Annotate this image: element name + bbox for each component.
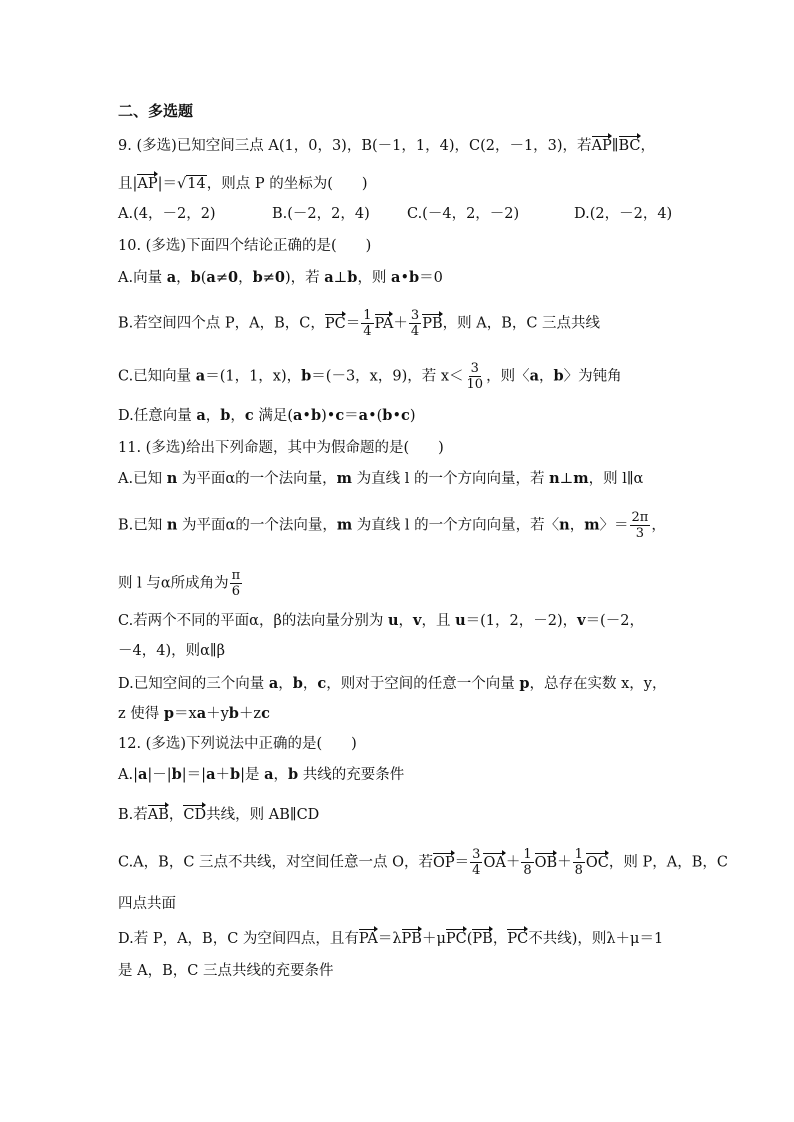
q11-option-d: D.已知空间的三个向量 a，b，c，则对于空间的任意一个向量 p，总存在实数 x，y， (118, 675, 667, 692)
q9-option-a: A.(4，－2，2) (118, 206, 216, 222)
fraction: $\frac{1}{4}$ (363, 308, 372, 339)
q11-option-b: B.已知 n 为平面α的一个法向量，m 为直线 l 的一个方向向量，若〈n，m〉＝ $\frac{2\pi}{3}$ ， (118, 510, 666, 541)
q10-stem: 10. (多选)下面四个结论正确的是( ) (118, 238, 372, 254)
q9-options (118, 204, 718, 224)
q9-option-b: B.(－2，2，4) (272, 206, 370, 222)
q11-stem: 11. (多选)给出下列命题，其中为假命题的是( ) (118, 440, 444, 456)
q12-option-c: C.A，B，C 三点不共线，对空间任意一点 O，若OP＝ $\frac{3}{4}$ OA＋ $\frac{1}{8}$ OB＋ $\frac{1}{8}$ OC，则 P，A，B，C (118, 847, 728, 878)
sqrt-expression: √14 (177, 176, 206, 192)
q11-option-c: C.若两个不同的平面α，β的法向量分别为 u，v，且 u＝(1，2，－2)，v＝(－2， (118, 612, 644, 629)
q11-option-a: A.已知 n 为平面α的一个法向量，m 为直线 l 的一个方向向量，若 n⊥m，则 l∥α (118, 470, 644, 487)
fraction: $\frac{1}{8}$ (574, 847, 583, 878)
q9-option-c: C.(－4，2，－2) (407, 206, 520, 222)
fraction: $\frac{3}{4}$ (472, 847, 481, 878)
q12-option-d-cont: 是 A，B，C 三点共线的充要条件 (118, 963, 334, 979)
vector-BC: BC (618, 138, 641, 154)
q11-option-b-cont: 则 l 与α所成角为 $\frac{\pi}{6}$ (118, 568, 241, 599)
fraction: $\frac{2\pi}{3}$ (631, 510, 649, 541)
q10-option-b: B.若空间四个点 P，A，B，C，PC＝ $\frac{1}{4}$ PA＋ $\frac{3}{4}$ PB，则 A，B，C 三点共线 (118, 308, 601, 339)
q11-option-c-cont: －4，4)，则α∥β (118, 643, 225, 659)
q12-option-c-cont: 四点共面 (118, 896, 176, 912)
q12-option-b: B.若AB，CD共线，则 AB∥CD (118, 807, 320, 823)
section-title: 二、多选题 (118, 102, 194, 120)
q10-option-c: C.已知向量 a＝(1，1，x)，b＝(－3，x，9)，若 x＜ $\frac{3}{10}$ ，则〈a，b〉为钝角 (118, 361, 622, 392)
q12-stem: 12. (多选)下列说法中正确的是( ) (118, 736, 357, 752)
vector-AP: AP (591, 138, 612, 154)
vector-AP: AP (137, 176, 158, 192)
q10-option-d: D.任意向量 a，b，c 满足(a•b)•c＝a•(b•c) (118, 407, 416, 424)
fraction: $\frac{1}{8}$ (523, 847, 532, 878)
fraction: $\frac{\pi}{6}$ (231, 568, 241, 599)
q9-stem-line2: 且|AP|＝√14，则点 P 的坐标为( ) (118, 176, 368, 192)
q12-option-d: D.若 P，A，B，C 为空间四点，且有PA＝λPB＋μPC(PB，PC不共线)，则λ＋μ＝1 (118, 931, 664, 947)
q9-option-d: D.(2，－2，4) (574, 206, 673, 222)
q11-option-d-cont: z 使得 p＝xa＋yb＋zc (118, 705, 270, 722)
fraction: $\frac{3}{4}$ (410, 308, 420, 339)
q12-option-a: A.|a|－|b|＝|a＋b|是 a，b 共线的充要条件 (118, 766, 405, 783)
q10-option-a: A.向量 a，b(a≠0，b≠0)，若 a⊥b，则 a•b＝0 (118, 269, 443, 286)
q9-stem-line1: 9. (多选)已知空间三点 A(1，0，3)，B(－1，1，4)，C(2，－1，3)，若AP∥BC， (118, 138, 656, 154)
fraction: $\frac{3}{10}$ (466, 361, 484, 392)
